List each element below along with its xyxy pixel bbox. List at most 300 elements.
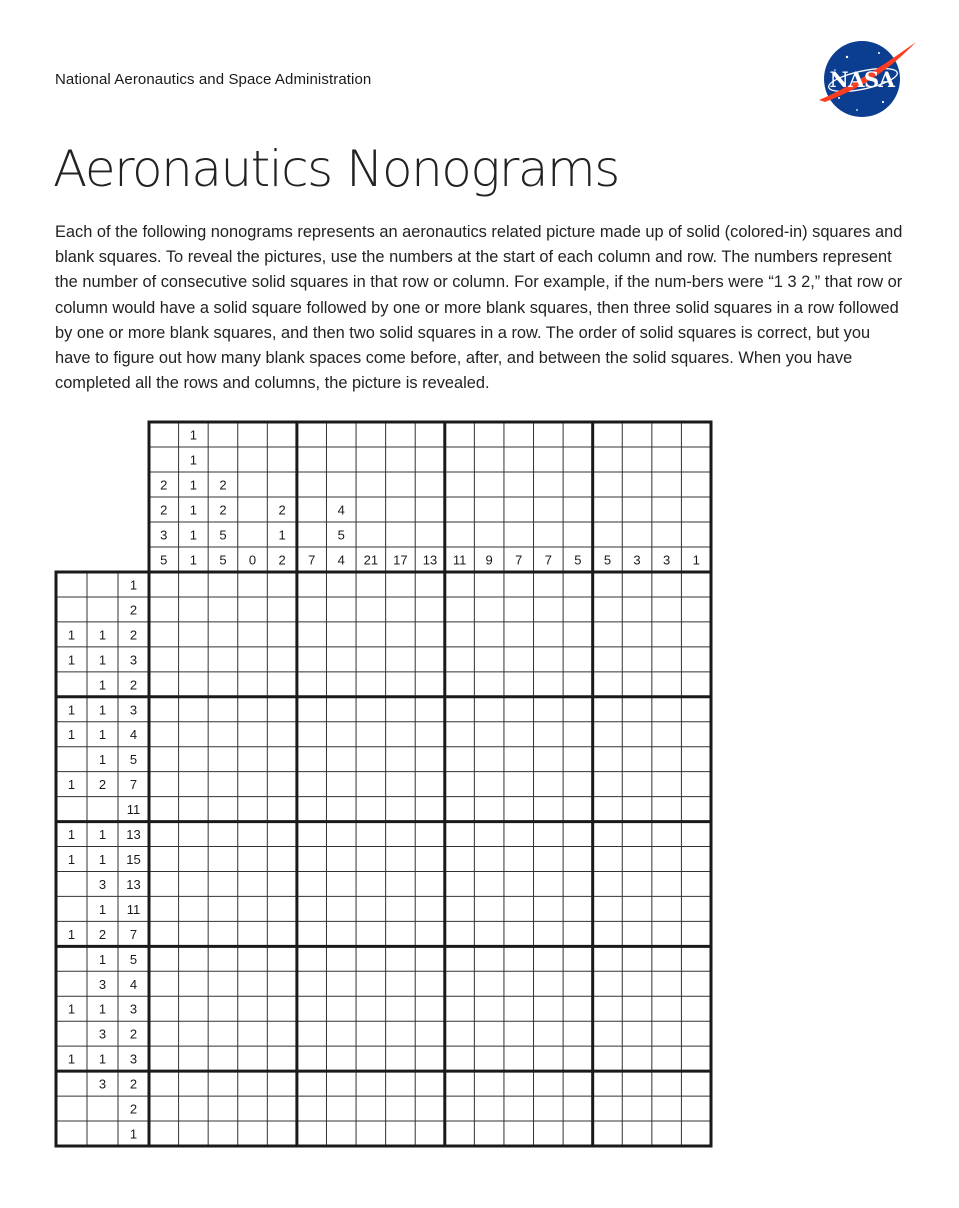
puzzle-cell[interactable]: [356, 672, 386, 697]
puzzle-cell[interactable]: [267, 822, 297, 847]
puzzle-cell[interactable]: [622, 797, 652, 822]
puzzle-cell[interactable]: [504, 946, 534, 971]
puzzle-cell[interactable]: [297, 722, 327, 747]
puzzle-cell[interactable]: [149, 672, 179, 697]
puzzle-cell[interactable]: [563, 647, 593, 672]
puzzle-cell[interactable]: [267, 672, 297, 697]
puzzle-cell[interactable]: [208, 672, 238, 697]
puzzle-cell[interactable]: [474, 797, 504, 822]
puzzle-cell[interactable]: [652, 1121, 682, 1146]
puzzle-cell[interactable]: [681, 996, 711, 1021]
puzzle-cell[interactable]: [474, 946, 504, 971]
puzzle-cell[interactable]: [445, 722, 475, 747]
puzzle-cell[interactable]: [504, 597, 534, 622]
puzzle-cell[interactable]: [267, 1021, 297, 1046]
puzzle-cell[interactable]: [474, 672, 504, 697]
puzzle-cell[interactable]: [297, 1121, 327, 1146]
puzzle-cell[interactable]: [622, 622, 652, 647]
puzzle-cell[interactable]: [179, 946, 209, 971]
puzzle-cell[interactable]: [415, 1046, 445, 1071]
puzzle-cell[interactable]: [297, 772, 327, 797]
puzzle-cell[interactable]: [622, 697, 652, 722]
puzzle-cell[interactable]: [534, 921, 564, 946]
puzzle-cell[interactable]: [179, 871, 209, 896]
puzzle-cell[interactable]: [326, 871, 356, 896]
puzzle-cell[interactable]: [415, 772, 445, 797]
puzzle-cell[interactable]: [415, 1121, 445, 1146]
puzzle-cell[interactable]: [534, 722, 564, 747]
puzzle-cell[interactable]: [356, 1046, 386, 1071]
puzzle-cell[interactable]: [504, 622, 534, 647]
puzzle-cell[interactable]: [681, 572, 711, 597]
puzzle-cell[interactable]: [149, 1046, 179, 1071]
puzzle-cell[interactable]: [622, 1096, 652, 1121]
puzzle-cell[interactable]: [504, 871, 534, 896]
puzzle-cell[interactable]: [445, 971, 475, 996]
puzzle-cell[interactable]: [474, 822, 504, 847]
puzzle-cell[interactable]: [504, 647, 534, 672]
puzzle-cell[interactable]: [297, 1096, 327, 1121]
puzzle-cell[interactable]: [415, 1096, 445, 1121]
puzzle-cell[interactable]: [593, 1071, 623, 1096]
puzzle-cell[interactable]: [563, 747, 593, 772]
puzzle-cell[interactable]: [622, 946, 652, 971]
puzzle-cell[interactable]: [593, 622, 623, 647]
puzzle-cell[interactable]: [386, 921, 416, 946]
puzzle-cell[interactable]: [504, 772, 534, 797]
puzzle-cell[interactable]: [267, 572, 297, 597]
puzzle-cell[interactable]: [208, 1046, 238, 1071]
puzzle-cell[interactable]: [681, 921, 711, 946]
puzzle-cell[interactable]: [326, 622, 356, 647]
puzzle-cell[interactable]: [297, 1046, 327, 1071]
puzzle-cell[interactable]: [208, 1121, 238, 1146]
puzzle-cell[interactable]: [208, 946, 238, 971]
puzzle-cell[interactable]: [652, 847, 682, 872]
puzzle-cell[interactable]: [149, 871, 179, 896]
puzzle-cell[interactable]: [356, 996, 386, 1021]
puzzle-cell[interactable]: [179, 1021, 209, 1046]
puzzle-cell[interactable]: [504, 797, 534, 822]
puzzle-cell[interactable]: [534, 871, 564, 896]
puzzle-cell[interactable]: [563, 797, 593, 822]
puzzle-cell[interactable]: [179, 1046, 209, 1071]
puzzle-cell[interactable]: [681, 1021, 711, 1046]
puzzle-cell[interactable]: [534, 622, 564, 647]
puzzle-cell[interactable]: [208, 822, 238, 847]
puzzle-cell[interactable]: [504, 822, 534, 847]
puzzle-cell[interactable]: [415, 971, 445, 996]
puzzle-cell[interactable]: [238, 996, 268, 1021]
puzzle-cell[interactable]: [386, 1021, 416, 1046]
puzzle-cell[interactable]: [179, 697, 209, 722]
puzzle-cell[interactable]: [415, 722, 445, 747]
puzzle-cell[interactable]: [504, 747, 534, 772]
puzzle-cell[interactable]: [593, 1121, 623, 1146]
puzzle-cell[interactable]: [474, 896, 504, 921]
puzzle-cell[interactable]: [504, 697, 534, 722]
puzzle-cell[interactable]: [326, 847, 356, 872]
puzzle-cell[interactable]: [681, 672, 711, 697]
puzzle-cell[interactable]: [593, 647, 623, 672]
puzzle-cell[interactable]: [681, 597, 711, 622]
puzzle-cell[interactable]: [652, 647, 682, 672]
puzzle-cell[interactable]: [534, 1096, 564, 1121]
puzzle-cell[interactable]: [563, 572, 593, 597]
puzzle-cell[interactable]: [297, 946, 327, 971]
puzzle-cell[interactable]: [622, 847, 652, 872]
puzzle-cell[interactable]: [267, 697, 297, 722]
puzzle-cell[interactable]: [326, 697, 356, 722]
puzzle-cell[interactable]: [179, 672, 209, 697]
puzzle-cell[interactable]: [593, 697, 623, 722]
puzzle-cell[interactable]: [593, 921, 623, 946]
puzzle-cell[interactable]: [445, 996, 475, 1021]
puzzle-cell[interactable]: [445, 572, 475, 597]
puzzle-cell[interactable]: [238, 971, 268, 996]
puzzle-cell[interactable]: [297, 1071, 327, 1096]
puzzle-cell[interactable]: [622, 722, 652, 747]
puzzle-cell[interactable]: [593, 747, 623, 772]
puzzle-cell[interactable]: [179, 572, 209, 597]
puzzle-cell[interactable]: [297, 996, 327, 1021]
puzzle-cell[interactable]: [622, 871, 652, 896]
puzzle-cell[interactable]: [563, 697, 593, 722]
puzzle-cell[interactable]: [622, 896, 652, 921]
puzzle-cell[interactable]: [445, 822, 475, 847]
puzzle-cell[interactable]: [622, 572, 652, 597]
puzzle-cell[interactable]: [149, 772, 179, 797]
puzzle-cell[interactable]: [534, 672, 564, 697]
puzzle-cell[interactable]: [534, 647, 564, 672]
puzzle-cell[interactable]: [474, 622, 504, 647]
puzzle-cell[interactable]: [356, 647, 386, 672]
puzzle-cell[interactable]: [563, 896, 593, 921]
puzzle-cell[interactable]: [149, 822, 179, 847]
puzzle-cell[interactable]: [386, 847, 416, 872]
puzzle-cell[interactable]: [356, 622, 386, 647]
puzzle-cell[interactable]: [445, 921, 475, 946]
puzzle-cell[interactable]: [534, 1021, 564, 1046]
puzzle-cell[interactable]: [681, 871, 711, 896]
puzzle-cell[interactable]: [238, 871, 268, 896]
puzzle-cell[interactable]: [445, 672, 475, 697]
puzzle-cell[interactable]: [415, 697, 445, 722]
puzzle-cell[interactable]: [326, 946, 356, 971]
puzzle-cell[interactable]: [179, 847, 209, 872]
puzzle-cell[interactable]: [652, 996, 682, 1021]
puzzle-cell[interactable]: [267, 1046, 297, 1071]
puzzle-cell[interactable]: [149, 622, 179, 647]
puzzle-cell[interactable]: [652, 971, 682, 996]
puzzle-cell[interactable]: [563, 1071, 593, 1096]
puzzle-cell[interactable]: [652, 597, 682, 622]
puzzle-cell[interactable]: [179, 797, 209, 822]
puzzle-cell[interactable]: [563, 622, 593, 647]
puzzle-cell[interactable]: [297, 647, 327, 672]
puzzle-cell[interactable]: [563, 847, 593, 872]
puzzle-cell[interactable]: [534, 772, 564, 797]
puzzle-cell[interactable]: [593, 597, 623, 622]
puzzle-cell[interactable]: [474, 921, 504, 946]
puzzle-cell[interactable]: [386, 797, 416, 822]
puzzle-cell[interactable]: [652, 697, 682, 722]
puzzle-cell[interactable]: [563, 722, 593, 747]
puzzle-cell[interactable]: [593, 847, 623, 872]
puzzle-cell[interactable]: [208, 722, 238, 747]
puzzle-cell[interactable]: [415, 1021, 445, 1046]
puzzle-cell[interactable]: [149, 996, 179, 1021]
puzzle-cell[interactable]: [267, 622, 297, 647]
puzzle-cell[interactable]: [267, 747, 297, 772]
puzzle-cell[interactable]: [652, 672, 682, 697]
puzzle-cell[interactable]: [238, 921, 268, 946]
puzzle-cell[interactable]: [326, 1121, 356, 1146]
puzzle-cell[interactable]: [179, 647, 209, 672]
puzzle-cell[interactable]: [445, 1071, 475, 1096]
puzzle-cell[interactable]: [297, 572, 327, 597]
puzzle-cell[interactable]: [622, 1071, 652, 1096]
puzzle-cell[interactable]: [326, 896, 356, 921]
puzzle-cell[interactable]: [534, 597, 564, 622]
puzzle-cell[interactable]: [622, 772, 652, 797]
puzzle-cell[interactable]: [504, 996, 534, 1021]
puzzle-cell[interactable]: [474, 996, 504, 1021]
puzzle-cell[interactable]: [208, 871, 238, 896]
puzzle-cell[interactable]: [445, 1121, 475, 1146]
puzzle-cell[interactable]: [652, 1071, 682, 1096]
puzzle-cell[interactable]: [593, 1096, 623, 1121]
puzzle-cell[interactable]: [445, 946, 475, 971]
puzzle-cell[interactable]: [593, 996, 623, 1021]
puzzle-cell[interactable]: [622, 747, 652, 772]
puzzle-cell[interactable]: [474, 1046, 504, 1071]
puzzle-cell[interactable]: [593, 572, 623, 597]
puzzle-cell[interactable]: [238, 822, 268, 847]
puzzle-cell[interactable]: [622, 996, 652, 1021]
puzzle-cell[interactable]: [563, 1096, 593, 1121]
puzzle-cell[interactable]: [534, 1121, 564, 1146]
puzzle-cell[interactable]: [297, 847, 327, 872]
puzzle-cell[interactable]: [445, 871, 475, 896]
puzzle-cell[interactable]: [297, 921, 327, 946]
puzzle-cell[interactable]: [681, 747, 711, 772]
puzzle-cell[interactable]: [208, 1071, 238, 1096]
puzzle-cell[interactable]: [415, 871, 445, 896]
puzzle-cell[interactable]: [149, 722, 179, 747]
puzzle-cell[interactable]: [622, 822, 652, 847]
puzzle-cell[interactable]: [474, 747, 504, 772]
puzzle-cell[interactable]: [534, 1046, 564, 1071]
puzzle-cell[interactable]: [563, 672, 593, 697]
puzzle-cell[interactable]: [681, 622, 711, 647]
puzzle-cell[interactable]: [267, 946, 297, 971]
puzzle-cell[interactable]: [297, 971, 327, 996]
puzzle-cell[interactable]: [386, 622, 416, 647]
puzzle-cell[interactable]: [652, 921, 682, 946]
puzzle-cell[interactable]: [563, 871, 593, 896]
puzzle-cell[interactable]: [297, 871, 327, 896]
puzzle-cell[interactable]: [179, 747, 209, 772]
puzzle-cell[interactable]: [681, 797, 711, 822]
puzzle-cell[interactable]: [593, 797, 623, 822]
puzzle-cell[interactable]: [415, 597, 445, 622]
puzzle-cell[interactable]: [681, 697, 711, 722]
puzzle-cell[interactable]: [267, 921, 297, 946]
puzzle-cell[interactable]: [445, 772, 475, 797]
puzzle-cell[interactable]: [238, 722, 268, 747]
puzzle-cell[interactable]: [267, 996, 297, 1021]
puzzle-cell[interactable]: [208, 647, 238, 672]
puzzle-cell[interactable]: [652, 946, 682, 971]
puzzle-cell[interactable]: [238, 896, 268, 921]
puzzle-cell[interactable]: [356, 896, 386, 921]
puzzle-cell[interactable]: [415, 572, 445, 597]
puzzle-cell[interactable]: [238, 597, 268, 622]
puzzle-cell[interactable]: [297, 1021, 327, 1046]
puzzle-cell[interactable]: [356, 1121, 386, 1146]
puzzle-cell[interactable]: [208, 971, 238, 996]
puzzle-cell[interactable]: [474, 871, 504, 896]
puzzle-cell[interactable]: [504, 1071, 534, 1096]
puzzle-cell[interactable]: [474, 847, 504, 872]
puzzle-cell[interactable]: [326, 747, 356, 772]
puzzle-cell[interactable]: [356, 847, 386, 872]
puzzle-cell[interactable]: [534, 896, 564, 921]
puzzle-cell[interactable]: [681, 847, 711, 872]
puzzle-cell[interactable]: [504, 847, 534, 872]
puzzle-cell[interactable]: [681, 822, 711, 847]
puzzle-cell[interactable]: [415, 747, 445, 772]
puzzle-cell[interactable]: [474, 597, 504, 622]
puzzle-cell[interactable]: [297, 697, 327, 722]
puzzle-cell[interactable]: [149, 697, 179, 722]
puzzle-cell[interactable]: [445, 896, 475, 921]
puzzle-cell[interactable]: [326, 772, 356, 797]
puzzle-cell[interactable]: [534, 847, 564, 872]
puzzle-cell[interactable]: [356, 772, 386, 797]
puzzle-cell[interactable]: [474, 647, 504, 672]
puzzle-cell[interactable]: [504, 921, 534, 946]
puzzle-cell[interactable]: [563, 921, 593, 946]
puzzle-cell[interactable]: [563, 1046, 593, 1071]
puzzle-cell[interactable]: [445, 1021, 475, 1046]
puzzle-cell[interactable]: [593, 722, 623, 747]
puzzle-cell[interactable]: [681, 971, 711, 996]
puzzle-cell[interactable]: [356, 722, 386, 747]
puzzle-cell[interactable]: [504, 971, 534, 996]
puzzle-cell[interactable]: [208, 797, 238, 822]
puzzle-cell[interactable]: [179, 896, 209, 921]
puzzle-cell[interactable]: [179, 996, 209, 1021]
puzzle-cell[interactable]: [534, 747, 564, 772]
puzzle-cell[interactable]: [208, 622, 238, 647]
puzzle-cell[interactable]: [149, 1121, 179, 1146]
puzzle-cell[interactable]: [326, 971, 356, 996]
puzzle-cell[interactable]: [445, 597, 475, 622]
puzzle-cell[interactable]: [474, 772, 504, 797]
puzzle-cell[interactable]: [474, 722, 504, 747]
puzzle-cell[interactable]: [149, 572, 179, 597]
puzzle-cell[interactable]: [593, 772, 623, 797]
puzzle-cell[interactable]: [474, 971, 504, 996]
puzzle-cell[interactable]: [681, 1121, 711, 1146]
puzzle-cell[interactable]: [593, 871, 623, 896]
puzzle-cell[interactable]: [415, 647, 445, 672]
puzzle-cell[interactable]: [386, 1071, 416, 1096]
puzzle-cell[interactable]: [622, 971, 652, 996]
puzzle-cell[interactable]: [681, 896, 711, 921]
puzzle-cell[interactable]: [238, 1021, 268, 1046]
puzzle-cell[interactable]: [149, 946, 179, 971]
puzzle-cell[interactable]: [149, 1071, 179, 1096]
puzzle-cell[interactable]: [386, 697, 416, 722]
puzzle-cell[interactable]: [356, 871, 386, 896]
puzzle-cell[interactable]: [504, 572, 534, 597]
puzzle-cell[interactable]: [652, 871, 682, 896]
puzzle-cell[interactable]: [504, 1121, 534, 1146]
puzzle-cell[interactable]: [326, 572, 356, 597]
puzzle-cell[interactable]: [208, 896, 238, 921]
puzzle-cell[interactable]: [297, 747, 327, 772]
puzzle-cell[interactable]: [445, 1046, 475, 1071]
puzzle-cell[interactable]: [386, 572, 416, 597]
puzzle-cell[interactable]: [504, 1021, 534, 1046]
puzzle-cell[interactable]: [267, 871, 297, 896]
puzzle-cell[interactable]: [238, 1046, 268, 1071]
puzzle-cell[interactable]: [386, 971, 416, 996]
puzzle-cell[interactable]: [445, 797, 475, 822]
puzzle-cell[interactable]: [652, 622, 682, 647]
puzzle-cell[interactable]: [593, 822, 623, 847]
puzzle-cell[interactable]: [238, 1096, 268, 1121]
puzzle-cell[interactable]: [534, 971, 564, 996]
puzzle-cell[interactable]: [179, 971, 209, 996]
puzzle-cell[interactable]: [534, 946, 564, 971]
puzzle-cell[interactable]: [386, 672, 416, 697]
puzzle-cell[interactable]: [593, 1046, 623, 1071]
puzzle-cell[interactable]: [179, 1096, 209, 1121]
puzzle-cell[interactable]: [652, 747, 682, 772]
puzzle-cell[interactable]: [149, 747, 179, 772]
puzzle-cell[interactable]: [238, 622, 268, 647]
puzzle-cell[interactable]: [326, 921, 356, 946]
puzzle-cell[interactable]: [593, 971, 623, 996]
puzzle-cell[interactable]: [563, 1021, 593, 1046]
puzzle-cell[interactable]: [622, 1046, 652, 1071]
puzzle-cell[interactable]: [297, 822, 327, 847]
puzzle-cell[interactable]: [386, 722, 416, 747]
puzzle-cell[interactable]: [474, 1096, 504, 1121]
puzzle-cell[interactable]: [681, 647, 711, 672]
puzzle-cell[interactable]: [267, 772, 297, 797]
puzzle-cell[interactable]: [415, 672, 445, 697]
puzzle-cell[interactable]: [534, 822, 564, 847]
puzzle-cell[interactable]: [267, 797, 297, 822]
puzzle-cell[interactable]: [356, 747, 386, 772]
puzzle-cell[interactable]: [474, 1121, 504, 1146]
puzzle-cell[interactable]: [534, 572, 564, 597]
puzzle-cell[interactable]: [563, 772, 593, 797]
puzzle-cell[interactable]: [681, 1046, 711, 1071]
puzzle-cell[interactable]: [238, 1071, 268, 1096]
puzzle-cell[interactable]: [238, 772, 268, 797]
puzzle-cell[interactable]: [504, 1096, 534, 1121]
puzzle-cell[interactable]: [652, 722, 682, 747]
puzzle-cell[interactable]: [534, 797, 564, 822]
puzzle-cell[interactable]: [326, 722, 356, 747]
puzzle-cell[interactable]: [149, 847, 179, 872]
